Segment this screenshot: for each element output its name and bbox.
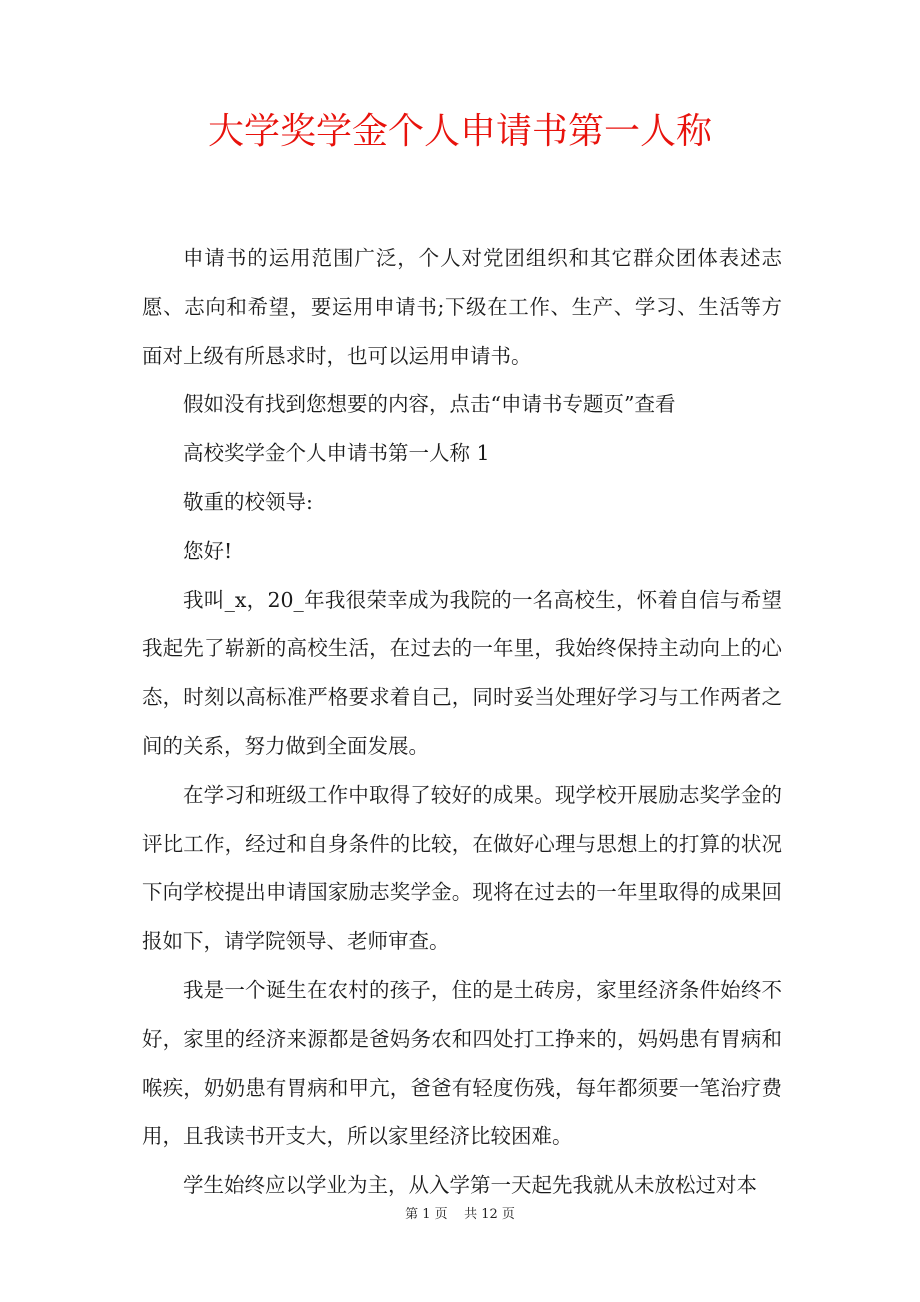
paragraph-subtitle: 高校奖学金个人申请书第一人称 1 (183, 441, 490, 466)
document-title: 大学奖学金个人申请书第一人称 (207, 111, 712, 152)
paragraph-application: 在学习和班级工作中取得了较好的成果。现学校开展励志奖学金的评比工作，经过和自身条件的比较，在做好心理与思想上的打算的状况下向学校提出申请国家励志奖学金。现将在过去的一年里取得的成果回报如下，请学院领导、老师审查。 (142, 782, 782, 954)
document-body (142, 234, 782, 1210)
paragraph-study: 学生始终应以学业为主，从入学第一天起先我就从未放松过对本 (183, 1173, 757, 1198)
paragraph-self-introduction: 我叫_x，20_年我很荣幸成为我院的一名高校生，怀着自信与希望我起先了崭新的高校生活，在过去的一年里，我始终保持主动向上的心态，时刻以高标准严格要求着自己，同时妥当处理好学习与工作两者之间的关系，努力做到全面发展。 (142, 587, 782, 758)
paragraph-family-background: 我是一个诞生在农村的孩子，住的是土砖房，家里经济条件始终不好，家里的经济来源都是爸妈务农和四处打工挣来的，妈妈患有胃病和喉疾，奶奶患有胃病和甲亢，爸爸有轻度伤残，每年都须要一笔治疗费用，且我读书开支大，所以家里经济比较困难。 (142, 977, 782, 1149)
paragraph-topic-link: 假如没有找到您想要的内容，点击“申请书专题页”查看 (183, 392, 676, 417)
paragraph-greeting: 您好! (183, 538, 233, 563)
paragraph-salutation: 敬重的校领导: (183, 489, 313, 514)
paragraph-intro: 申请书的运用范围广泛，个人对党团组织和其它群众团体表述志愿、志向和希望，要运用申请书;下级在工作、生产、学习、生活等方面对上级有所恳求时，也可以运用申请书。 (142, 246, 782, 368)
page-footer: 第 1 页 共 12 页 (405, 1207, 515, 1222)
